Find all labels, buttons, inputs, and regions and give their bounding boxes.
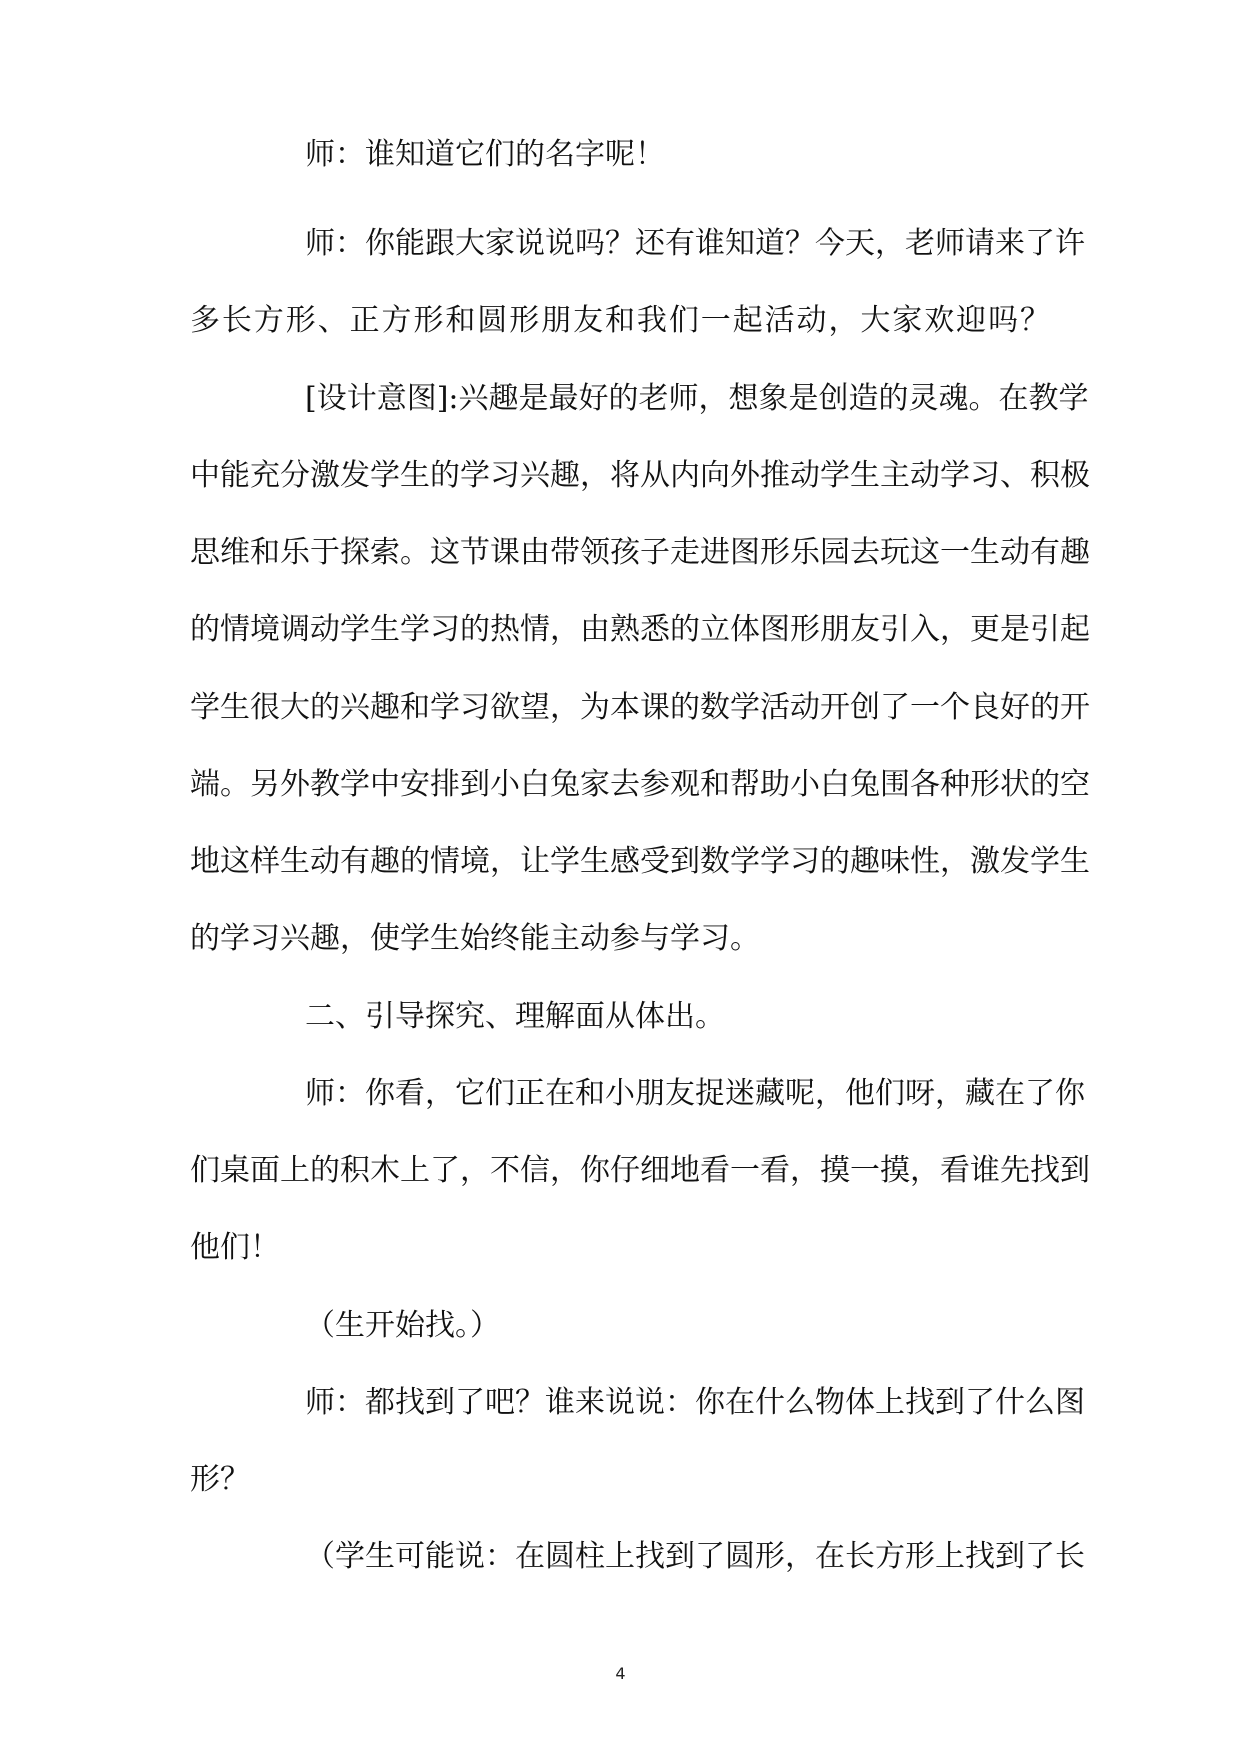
section-heading: 二、引导探究、理解面从体出。 [305,999,725,1034]
text-line: 端。另外教学中安排到小白兔家去参观和帮助小白兔围各种形状的空 [190,767,1090,802]
text-line: 师：都找到了吧？谁来说说：你在什么物体上找到了什么图 [305,1385,1085,1420]
text-line: 思维和乐于探索。这节课由带领孩子走进图形乐园去玩这一生动有趣 [190,535,1090,570]
text-line: 师：你能跟大家说说吗？还有谁知道？今天，老师请来了许 [305,226,1085,261]
text-line: 师：你看，它们正在和小朋友捉迷藏呢，他们呀，藏在了你 [305,1076,1085,1111]
text-line: 地这样生动有趣的情境，让学生感受到数学学习的趣味性，激发学生 [190,844,1090,879]
text-line: 的情境调动学生学习的热情，由熟悉的立体图形朋友引入，更是引起 [190,612,1090,647]
text-line: 他们！ [190,1230,280,1265]
text-line: 多长方形、正方形和圆形朋友和我们一起活动，大家欢迎吗？ [190,303,1050,338]
text-line: [设计意图]:兴趣是最好的老师，想象是创造的灵魂。在教学 [305,381,1089,416]
text-line: 师：谁知道它们的名字呢！ [305,137,665,172]
page-number: 4 [615,1664,626,1683]
text-line: 的学习兴趣，使学生始终能主动参与学习。 [190,921,760,956]
text-line: 学生很大的兴趣和学习欲望，为本课的数学活动开创了一个良好的开 [190,690,1090,725]
text-line: （学生可能说：在圆柱上找到了圆形，在长方形上找到了长 [305,1539,1085,1574]
text-line: （生开始找。） [305,1308,500,1343]
text-line: 中能充分激发学生的学习兴趣，将从内向外推动学生主动学习、积极 [190,458,1090,493]
text-line: 形？ [190,1462,250,1497]
text-line: 们桌面上的积木上了，不信，你仔细地看一看，摸一摸，看谁先找到 [190,1153,1090,1188]
